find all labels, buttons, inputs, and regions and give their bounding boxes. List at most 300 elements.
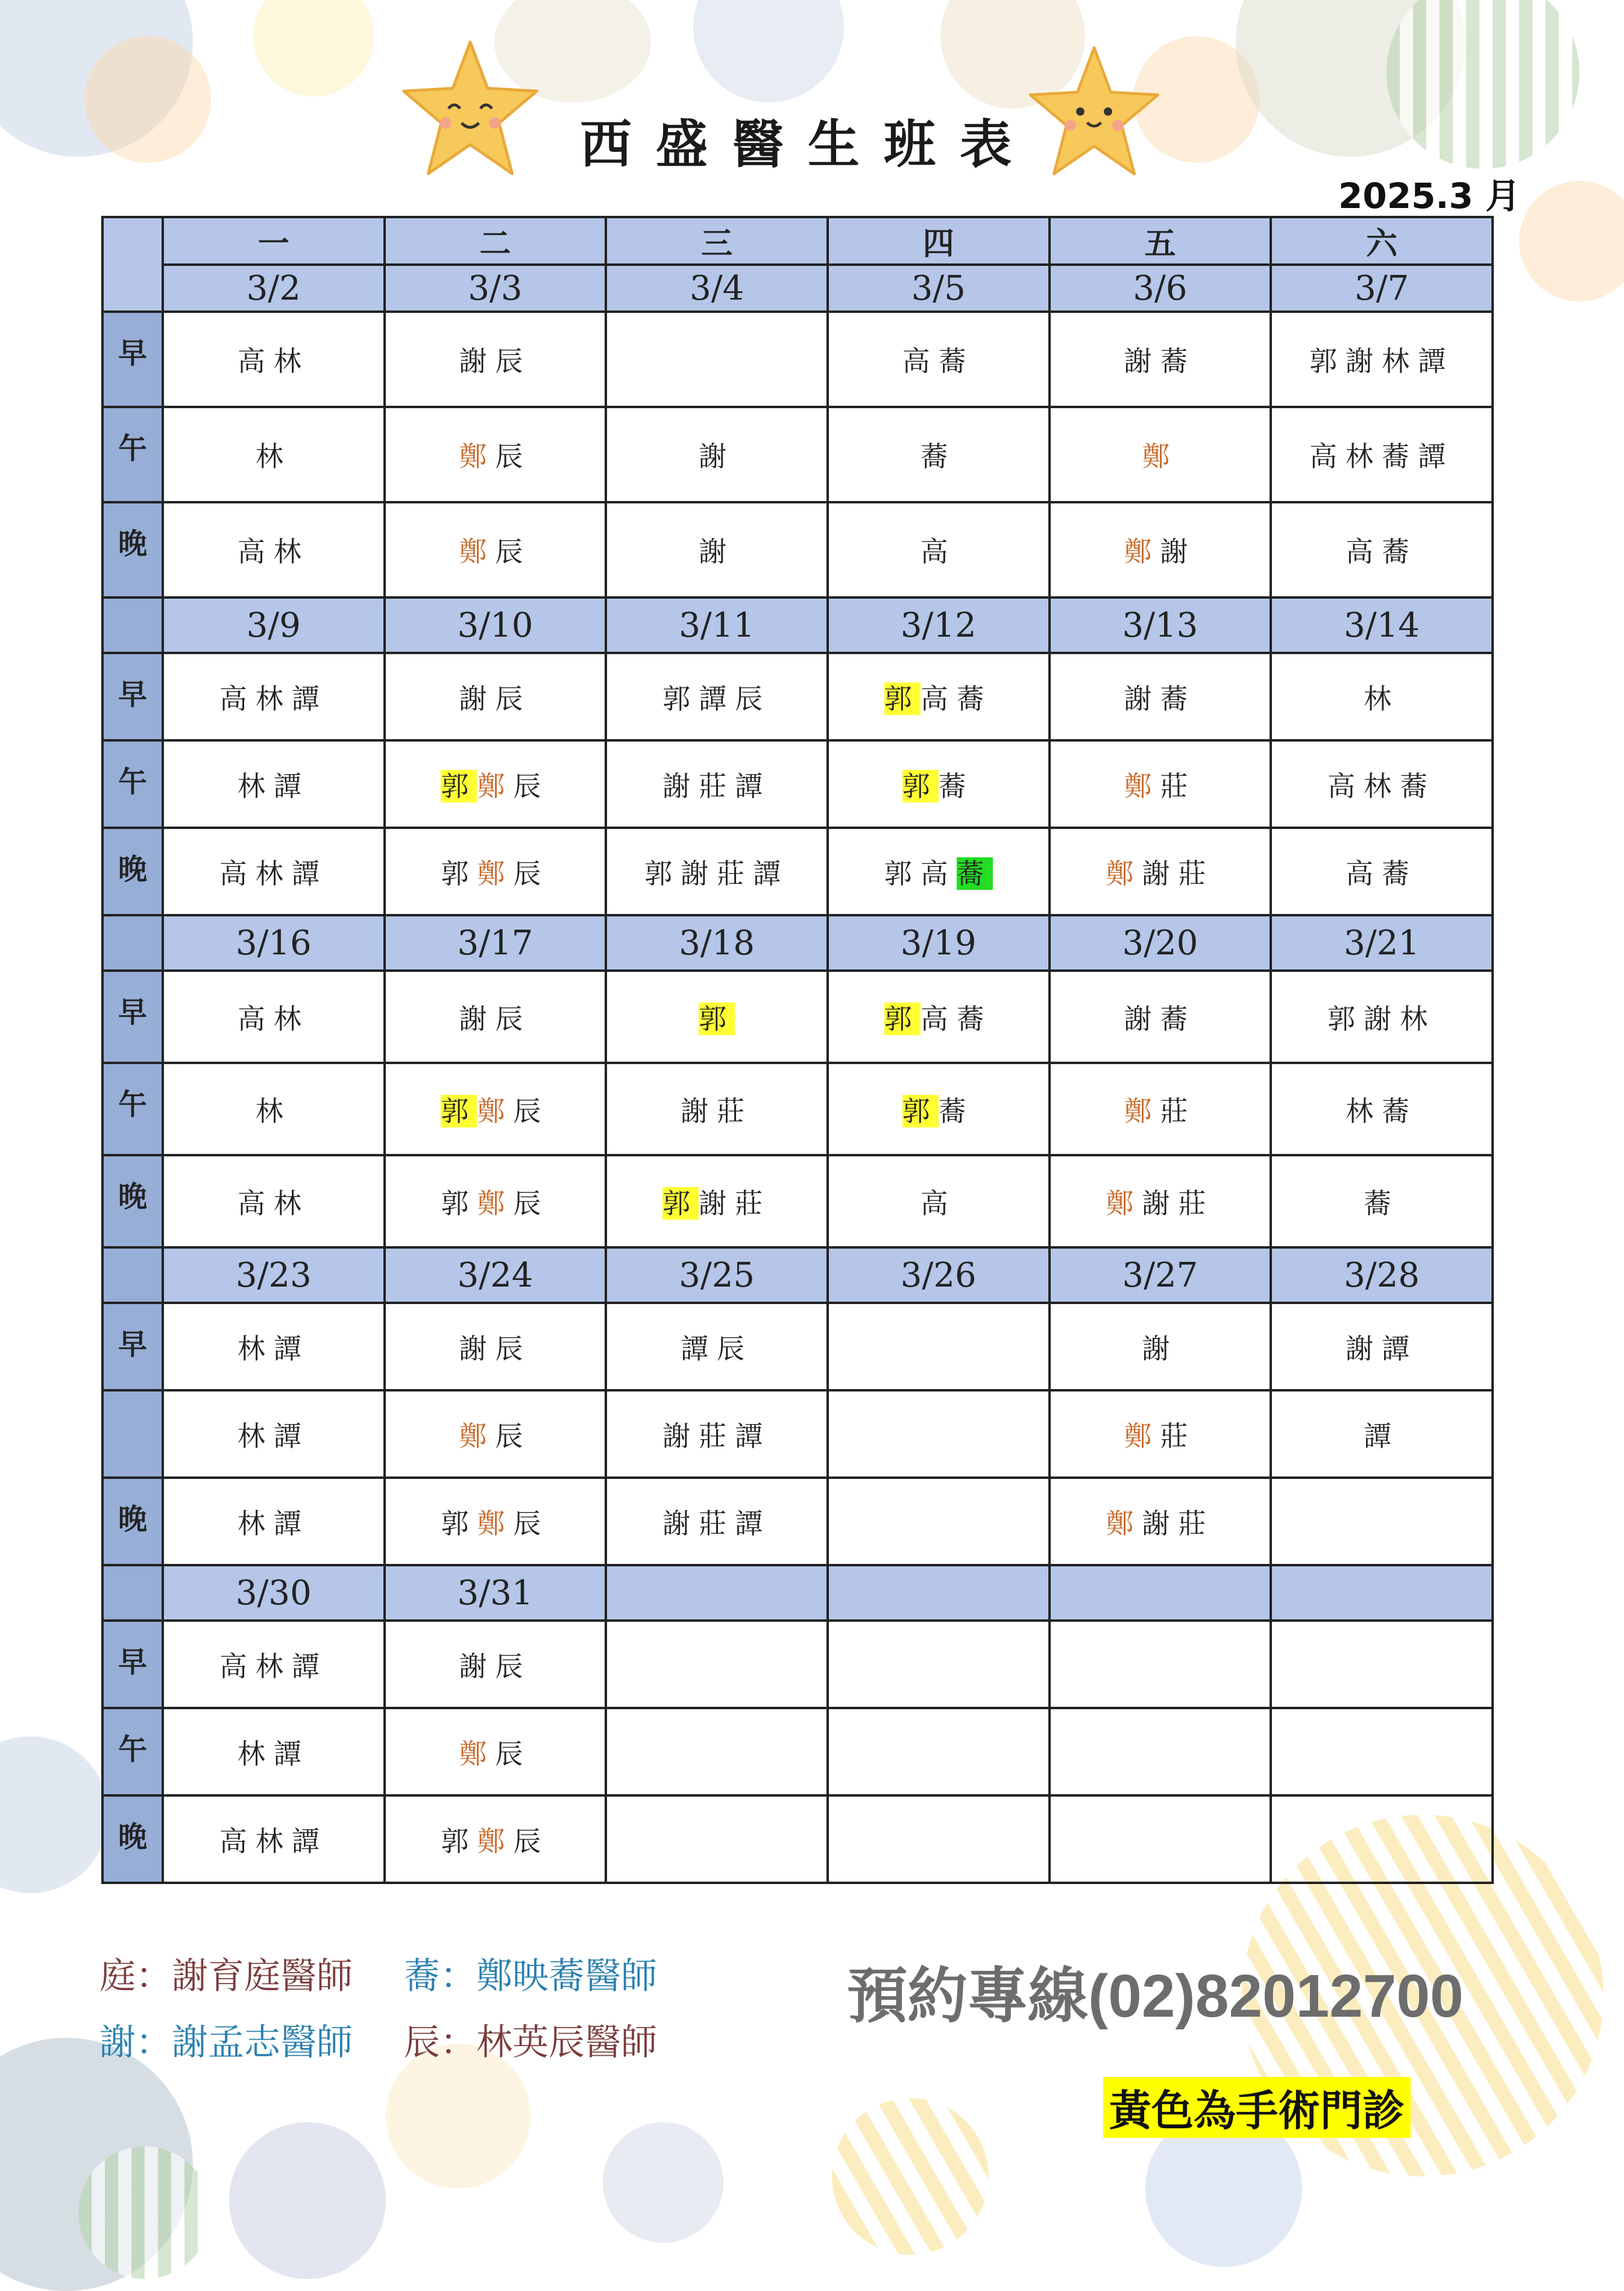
schedule-cell <box>828 1155 1050 1247</box>
doctor-abbrev: 謝 <box>1124 1002 1160 1035</box>
doctor-abbrev: 高 <box>237 535 274 568</box>
schedule-cell <box>1271 502 1493 597</box>
doctor-abbrev: 謝 <box>663 1507 699 1540</box>
doctor-abbrev: 蕎 <box>1160 345 1197 377</box>
doctor-abbrev: 蕎 <box>956 1002 993 1035</box>
schedule-cell <box>385 1155 606 1247</box>
date-cell: 3/28 <box>1271 1247 1493 1303</box>
doctor-abbrev: 蕎 <box>1364 1186 1400 1220</box>
doctor-abbrev: 林 <box>273 1002 310 1035</box>
doctor-abbrev: 辰 <box>495 1419 532 1452</box>
doctor-abbrev: 謝 <box>681 1094 717 1127</box>
doctor-abbrev: 蕎 <box>1160 682 1197 715</box>
doctor-abbrev: 譚 <box>291 1824 328 1858</box>
shift-row <box>102 653 1493 740</box>
shift-label: 晚 <box>102 1478 163 1565</box>
shift-label: 晚 <box>102 1795 163 1883</box>
doctor-abbrev: 鄭 <box>1124 535 1160 568</box>
legend-name: 謝孟志醫師 <box>172 2022 353 2064</box>
decor-dot <box>0 1736 109 1893</box>
decor-dot <box>253 0 374 96</box>
schedule-cell <box>1050 1708 1271 1795</box>
shift-label: 晚 <box>102 502 163 597</box>
schedule-cell <box>1271 312 1493 407</box>
schedule-cell <box>606 1621 828 1708</box>
schedule-cell <box>1050 1621 1271 1708</box>
doctor-abbrev: 譚 <box>291 1650 328 1683</box>
legend-key: 謝 <box>99 2022 136 2064</box>
doctor-abbrev: 辰 <box>513 1094 550 1127</box>
date-cell: 3/4 <box>606 265 828 312</box>
doctor-abbrev: 郭 <box>441 857 477 890</box>
doctor-abbrev: 謝 <box>459 682 496 715</box>
date-cell: 3/10 <box>385 597 606 653</box>
schedule-cell <box>1050 740 1271 828</box>
doctor-abbrev: 高 <box>902 345 939 377</box>
schedule-cell <box>1271 740 1493 828</box>
doctor-abbrev: 蕎 <box>956 857 993 890</box>
schedule-cell <box>828 1390 1050 1478</box>
doctor-abbrev: 鄭 <box>477 1094 514 1127</box>
doctor-abbrev: 高 <box>219 857 256 890</box>
doctor-abbrev: 郭 <box>884 682 921 715</box>
doctor-abbrev: 謝 <box>1142 1507 1179 1540</box>
page-title: 西盛醫生班表 <box>580 115 1036 175</box>
schedule-cell <box>828 1303 1050 1390</box>
doctor-abbrev: 鄭 <box>1124 1419 1160 1452</box>
shift-label: 早 <box>102 312 163 407</box>
doctor-abbrev: 譚 <box>681 1332 717 1365</box>
appointment-phone: 預約專線(02)82012700 <box>847 1962 1464 2030</box>
schedule-cell <box>1050 502 1271 597</box>
schedule-cell <box>163 828 385 915</box>
doctor-abbrev: 高 <box>920 857 957 890</box>
doctor-abbrev: 郭 <box>441 1186 477 1220</box>
date-cell: 3/18 <box>606 915 828 971</box>
schedule-cell <box>828 828 1050 915</box>
schedule-cell <box>1271 1795 1493 1883</box>
doctor-abbrev: 郭 <box>884 857 921 890</box>
doctor-abbrev: 謝 <box>1364 1002 1400 1035</box>
doctor-abbrev: 蕎 <box>938 769 975 802</box>
date-cell: 3/5 <box>828 265 1050 312</box>
doctor-abbrev: 辰 <box>495 682 532 715</box>
shift-row <box>102 1621 1493 1708</box>
doctor-abbrev: 高 <box>920 1186 957 1220</box>
schedule-table <box>101 216 1494 1884</box>
doctor-abbrev: 辰 <box>513 1507 550 1540</box>
shift-label: 晚 <box>102 828 163 915</box>
doctor-abbrev: 蕎 <box>938 345 975 377</box>
doctor-abbrev: 郭 <box>902 769 939 802</box>
doctor-abbrev: 林 <box>1400 1002 1437 1035</box>
doctor-abbrev: 高 <box>219 1650 256 1683</box>
doctor-abbrev: 莊 <box>699 769 735 802</box>
shift-row <box>102 1155 1493 1247</box>
doctor-abbrev: 莊 <box>717 1094 754 1127</box>
schedule-cell <box>385 1708 606 1795</box>
doctor-abbrev: 譚 <box>699 682 735 715</box>
date-cell: 3/21 <box>1271 915 1493 971</box>
schedule-cell <box>1271 407 1493 502</box>
doctor-abbrev: 蕎 <box>956 682 993 715</box>
doctor-abbrev: 林 <box>273 345 310 377</box>
legend-item <box>99 2014 353 2066</box>
doctor-abbrev: 高 <box>920 682 957 715</box>
schedule-cell <box>828 407 1050 502</box>
legend-name: 謝育庭醫師 <box>172 1955 353 1997</box>
schedule-cell <box>385 653 606 740</box>
doctor-abbrev: 高 <box>1327 769 1364 802</box>
doctor-abbrev: 高 <box>237 345 274 377</box>
doctor-abbrev: 郭 <box>441 769 477 802</box>
schedule-cell <box>1271 1478 1493 1565</box>
doctor-abbrev: 郭 <box>441 1094 477 1127</box>
date-row <box>102 597 1493 653</box>
doctor-abbrev: 謝 <box>663 1419 699 1452</box>
shift-row <box>102 971 1493 1063</box>
schedule-cell <box>163 1478 385 1565</box>
row-label <box>102 217 163 312</box>
date-row <box>102 265 1493 312</box>
schedule-cell <box>163 1063 385 1155</box>
doctor-abbrev: 譚 <box>273 1737 310 1770</box>
schedule-cell <box>1050 1390 1271 1478</box>
row-label <box>102 1247 163 1303</box>
legend-key: 庭 <box>99 1955 136 1997</box>
doctor-abbrev: 高 <box>1345 857 1382 890</box>
date-cell: 3/24 <box>385 1247 606 1303</box>
doctor-abbrev: 鄭 <box>1106 857 1142 890</box>
shift-label: 早 <box>102 1621 163 1708</box>
schedule-cell <box>606 971 828 1063</box>
date-cell: 3/27 <box>1050 1247 1271 1303</box>
doctor-abbrev: 蕎 <box>1382 857 1418 890</box>
date-cell: 3/30 <box>163 1565 385 1621</box>
date-cell: 3/26 <box>828 1247 1050 1303</box>
date-cell: 3/6 <box>1050 265 1271 312</box>
doctor-abbrev: 鄭 <box>459 1419 496 1452</box>
doctor-abbrev: 譚 <box>1364 1419 1400 1452</box>
doctor-abbrev: 郭謝林譚 <box>1309 345 1455 377</box>
doctor-abbrev: 謝 <box>699 535 735 568</box>
date-cell: 3/11 <box>606 597 828 653</box>
schedule-cell <box>163 1303 385 1390</box>
schedule-cell <box>385 312 606 407</box>
doctor-abbrev: 林 <box>1364 769 1400 802</box>
doctor-abbrev: 蕎 <box>1382 1094 1418 1127</box>
schedule-cell <box>1271 1708 1493 1795</box>
schedule-cell <box>606 653 828 740</box>
schedule-cell <box>163 1390 385 1478</box>
doctor-abbrev: 高 <box>237 1186 274 1220</box>
schedule-cell <box>163 502 385 597</box>
date-cell: 3/12 <box>828 597 1050 653</box>
schedule-cell <box>1050 971 1271 1063</box>
surgery-note: 黃色為手術門診 <box>1103 2077 1411 2138</box>
doctor-abbrev: 辰 <box>735 682 772 715</box>
doctor-abbrev: 謝 <box>1142 857 1179 890</box>
schedule-cell <box>606 312 828 407</box>
schedule-cell <box>163 1155 385 1247</box>
date-cell: 3/14 <box>1271 597 1493 653</box>
shift-label: 午 <box>102 1708 163 1795</box>
doctor-abbrev: 莊 <box>1178 1507 1215 1540</box>
schedule-cell <box>163 1708 385 1795</box>
shift-row <box>102 1063 1493 1155</box>
date-row <box>102 915 1493 971</box>
doctor-abbrev: 鄭 <box>459 440 496 473</box>
doctor-abbrev: 辰 <box>495 1002 532 1035</box>
weekday-header: 三 <box>606 217 828 265</box>
doctor-abbrev: 譚 <box>273 769 310 802</box>
date-cell <box>828 1565 1050 1621</box>
doctor-abbrev: 鄭 <box>477 769 514 802</box>
shift-row <box>102 312 1493 407</box>
doctor-abbrev: 鄭 <box>459 535 496 568</box>
doctor-abbrev: 謝 <box>459 1650 496 1683</box>
schedule-cell <box>385 502 606 597</box>
doctor-abbrev: 莊 <box>735 1186 772 1220</box>
legend-name: 林英辰醫師 <box>476 2022 657 2064</box>
doctor-abbrev: 謝 <box>699 1186 735 1220</box>
schedule-cell <box>828 740 1050 828</box>
schedule-cell <box>1050 1155 1271 1247</box>
schedule-cell <box>828 312 1050 407</box>
weekday-header: 二 <box>385 217 606 265</box>
legend-key: 蕎 <box>404 1955 440 1997</box>
doctor-abbrev: 辰 <box>495 1650 532 1683</box>
star-mascot-right <box>1025 42 1163 181</box>
date-cell: 3/23 <box>163 1247 385 1303</box>
weekday-header: 六 <box>1271 217 1493 265</box>
doctor-abbrev: 林 <box>255 1824 292 1858</box>
decor-dot <box>603 2122 723 2243</box>
doctor-abbrev: 莊 <box>699 1419 735 1452</box>
doctor-abbrev: 譚 <box>273 1332 310 1365</box>
schedule-cell <box>385 740 606 828</box>
doctor-abbrev: 鄭 <box>1142 440 1179 473</box>
doctor-abbrev: 林 <box>255 857 292 890</box>
doctor-abbrev: 林 <box>237 769 274 802</box>
doctor-abbrev: 鄭 <box>1124 769 1160 802</box>
schedule-cell <box>1050 407 1271 502</box>
decor-stripe <box>832 2098 989 2255</box>
doctor-abbrev: 郭 <box>884 1002 921 1035</box>
legend-key: 辰 <box>404 2022 440 2064</box>
doctor-abbrev: 謝 <box>459 1002 496 1035</box>
schedule-cell <box>385 1795 606 1883</box>
schedule-cell <box>828 502 1050 597</box>
shift-label: 午 <box>102 407 163 502</box>
doctor-abbrev: 辰 <box>513 857 550 890</box>
doctor-abbrev: 辰 <box>717 1332 754 1365</box>
weekday-header: 四 <box>828 217 1050 265</box>
row-label <box>102 597 163 653</box>
schedule-cell <box>606 1303 828 1390</box>
schedule-cell <box>828 1795 1050 1883</box>
doctor-abbrev: 譚 <box>1382 1332 1418 1365</box>
doctor-abbrev: 蕎 <box>1400 769 1437 802</box>
doctor-abbrev: 郭 <box>441 1824 477 1858</box>
schedule-cell <box>1271 653 1493 740</box>
schedule-cell <box>163 1795 385 1883</box>
doctor-abbrev: 高林蕎譚 <box>1309 440 1455 473</box>
legend-sep: ： <box>136 1955 172 1997</box>
doctor-abbrev: 蕎 <box>1382 535 1418 568</box>
decor-stripe <box>1386 0 1579 169</box>
shift-row <box>102 1795 1493 1883</box>
doctor-abbrev: 莊 <box>1160 1094 1197 1127</box>
shift-row <box>102 1390 1493 1478</box>
doctor-abbrev: 辰 <box>513 1186 550 1220</box>
schedule-cell <box>1271 1621 1493 1708</box>
schedule-cell <box>828 1063 1050 1155</box>
shift-row <box>102 1708 1493 1795</box>
schedule-cell <box>1271 1303 1493 1390</box>
doctor-abbrev: 莊 <box>1178 857 1215 890</box>
doctor-abbrev: 郭 <box>699 1002 735 1035</box>
date-cell: 3/20 <box>1050 915 1271 971</box>
doctor-abbrev: 林 <box>255 1650 292 1683</box>
date-cell: 3/2 <box>163 265 385 312</box>
doctor-abbrev: 辰 <box>495 1737 532 1770</box>
schedule-cell <box>828 653 1050 740</box>
doctor-abbrev: 莊 <box>1160 1419 1197 1452</box>
date-cell: 3/25 <box>606 1247 828 1303</box>
date-cell: 3/3 <box>385 265 606 312</box>
doctor-abbrev: 林 <box>1364 682 1400 715</box>
shift-row <box>102 502 1493 597</box>
doctor-abbrev: 譚 <box>291 682 328 715</box>
doctor-abbrev: 郭 <box>441 1507 477 1540</box>
schedule-cell <box>606 828 828 915</box>
doctor-abbrev: 辰 <box>495 1332 532 1365</box>
doctor-abbrev: 高 <box>920 535 957 568</box>
date-cell: 3/19 <box>828 915 1050 971</box>
shift-row <box>102 740 1493 828</box>
doctor-abbrev: 謝 <box>459 345 496 377</box>
doctor-abbrev: 謝 <box>699 440 735 473</box>
doctor-abbrev: 譚 <box>273 1507 310 1540</box>
doctor-abbrev: 高 <box>219 682 256 715</box>
date-cell: 3/16 <box>163 915 385 971</box>
schedule-cell <box>1050 1303 1271 1390</box>
doctor-abbrev: 謝 <box>1142 1186 1179 1220</box>
doctor-abbrev: 林 <box>255 682 292 715</box>
legend-item <box>99 1947 353 1999</box>
row-label <box>102 1565 163 1621</box>
schedule-cell <box>606 1063 828 1155</box>
schedule-cell <box>606 502 828 597</box>
schedule-cell <box>385 1063 606 1155</box>
schedule-cell <box>828 1621 1050 1708</box>
legend-item <box>404 1947 657 1999</box>
schedule-cell <box>385 407 606 502</box>
shift-row <box>102 407 1493 502</box>
decor-dot <box>229 2122 386 2279</box>
doctor-abbrev: 謝 <box>1142 1332 1179 1365</box>
doctor-abbrev: 謝 <box>459 1332 496 1365</box>
doctor-abbrev: 林 <box>273 1186 310 1220</box>
doctor-abbrev: 林 <box>1345 1094 1382 1127</box>
doctor-abbrev: 謝 <box>1160 535 1197 568</box>
doctor-abbrev: 林 <box>237 1507 274 1540</box>
date-cell: 3/7 <box>1271 265 1493 312</box>
doctor-abbrev: 林 <box>237 1332 274 1365</box>
star-mascot-left <box>398 36 543 181</box>
shift-row <box>102 828 1493 915</box>
doctor-abbrev: 郭謝莊譚 <box>644 857 790 890</box>
date-cell <box>1271 1565 1493 1621</box>
schedule-cell <box>163 407 385 502</box>
date-row <box>102 1565 1493 1621</box>
date-cell <box>606 1565 828 1621</box>
doctor-abbrev: 鄭 <box>1106 1186 1142 1220</box>
doctor-abbrev: 高 <box>219 1824 256 1858</box>
schedule-cell <box>606 1795 828 1883</box>
shift-label: 早 <box>102 1303 163 1390</box>
date-cell: 3/31 <box>385 1565 606 1621</box>
decor-dot <box>84 36 211 163</box>
doctor-abbrev: 譚 <box>735 1419 772 1452</box>
shift-label: 晚 <box>102 1155 163 1247</box>
weekday-header: 一 <box>163 217 385 265</box>
shift-label <box>102 1390 163 1478</box>
doctor-abbrev: 譚 <box>291 857 328 890</box>
doctor-abbrev: 譚 <box>735 1507 772 1540</box>
schedule-cell <box>828 1478 1050 1565</box>
legend-sep: ： <box>440 2022 476 2064</box>
doctor-abbrev: 譚 <box>735 769 772 802</box>
doctor-abbrev: 林 <box>237 1419 274 1452</box>
schedule-cell <box>606 1390 828 1478</box>
shift-label: 早 <box>102 971 163 1063</box>
schedule-cell <box>606 407 828 502</box>
decor-dot <box>386 2044 530 2189</box>
legend-item <box>404 2014 657 2066</box>
schedule-cell <box>828 1708 1050 1795</box>
decor-dot <box>1519 181 1624 301</box>
doctor-abbrev: 莊 <box>699 1507 735 1540</box>
doctor-abbrev: 郭 <box>663 1186 699 1220</box>
shift-label: 午 <box>102 1063 163 1155</box>
date-cell: 3/17 <box>385 915 606 971</box>
shift-label: 早 <box>102 653 163 740</box>
schedule-cell <box>828 971 1050 1063</box>
doctor-abbrev: 謝 <box>1345 1332 1382 1365</box>
schedule-cell <box>163 971 385 1063</box>
schedule-cell <box>606 1155 828 1247</box>
row-label <box>102 915 163 971</box>
doctor-abbrev: 莊 <box>1178 1186 1215 1220</box>
schedule-cell <box>163 653 385 740</box>
doctor-abbrev: 林 <box>255 440 292 473</box>
doctor-abbrev: 蕎 <box>938 1094 975 1127</box>
decor-dot <box>693 0 844 102</box>
legend-sep: ： <box>440 1955 476 1997</box>
weekday-header: 五 <box>1050 217 1271 265</box>
date-cell: 3/9 <box>163 597 385 653</box>
schedule-cell <box>1271 1155 1493 1247</box>
doctor-abbrev: 郭 <box>1327 1002 1364 1035</box>
schedule-cell <box>1271 1390 1493 1478</box>
schedule-cell <box>385 1303 606 1390</box>
doctor-abbrev: 鄭 <box>477 1186 514 1220</box>
weekday-header-row <box>102 217 1493 265</box>
doctor-abbrev: 鄭 <box>1124 1094 1160 1127</box>
schedule-cell <box>163 312 385 407</box>
